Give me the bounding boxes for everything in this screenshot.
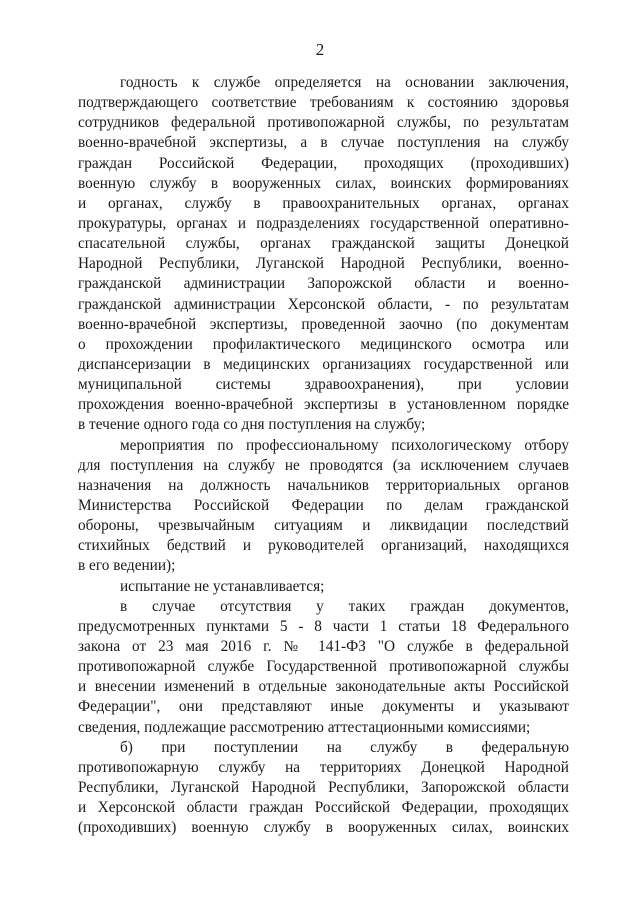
text-line: прокуратуры, органах и подразделениях государственной оперативно-	[78, 214, 569, 232]
text-line: обороны, чрезвычайным ситуациям и ликвидации последствий	[78, 517, 569, 535]
text-line: Республики, Луганской Народной Республики, Запорожской области	[78, 778, 569, 796]
text-line: о прохождении профилактического медицинского осмотра или	[78, 335, 569, 353]
text-line: диспансеризации в медицинских организациях государственной или	[78, 355, 569, 373]
text-line: гражданской администрации Запорожской области и военно-	[78, 275, 569, 293]
text-line: (проходивших) военную службу в вооруженных силах, воинских	[78, 819, 569, 837]
text-line: годность к службе определяется на основании заключения,	[120, 74, 569, 91]
text-line: муниципальной системы здравоохранения), при условии	[78, 376, 569, 394]
text-line: прохождения военно-врачебной экспертизы в установленном порядке	[78, 396, 569, 414]
text-line: в случае отсутствия у таких граждан документов,	[120, 597, 569, 615]
text-line: мероприятия по профессиональному психологическому отбору	[120, 436, 569, 454]
text-line: военно-врачебной экспертизы, проведенной заочно (по документам	[78, 315, 569, 333]
text-line: стихийных бедствий и руководителей организаций, находящихся	[78, 537, 569, 555]
text-line: гражданской администрации Херсонской области, - по результатам	[78, 295, 569, 313]
text-line: и органах, службу в правоохранительных органах, органах	[78, 194, 569, 212]
text-line: Федерации", они представляют иные документы и указывают	[78, 698, 569, 716]
text-line: закона от 23 мая 2016 г. № 141-ФЗ "О службе в федеральной	[78, 637, 569, 655]
text-line: военную службу в вооруженных силах, воинских формированиях	[78, 174, 569, 192]
text-line: Народной Республики, Луганской Народной Республики, военно-	[78, 255, 569, 273]
text-line: сотрудников федеральной противопожарной службы, по результатам	[78, 114, 569, 132]
text-line: противопожарную службу на территориях Донецкой Народной	[78, 758, 569, 776]
text-line: б) при поступлении на службу в федеральную	[120, 738, 569, 756]
text-line: сведения, подлежащие рассмотрению аттестационными комиссиями;	[78, 718, 531, 736]
text-line: военно-врачебной экспертизы, а в случае поступления на службу	[78, 134, 569, 152]
text-line: предусмотренных пунктами 5 - 8 части 1 статьи 18 Федерального	[78, 617, 569, 635]
text-line: назначения на должность начальников территориальных органов	[78, 476, 569, 494]
text-line: Министерства Российской Федерации по делам гражданской	[78, 496, 569, 514]
text-line: спасательной службы, органах гражданской защиты Донецкой	[78, 235, 569, 253]
text-line: и Херсонской области граждан Российской Федерации, проходящих	[78, 799, 569, 817]
text-line: и внесении изменений в отдельные законодательные акты Российской	[78, 678, 569, 696]
document-body	[78, 73, 569, 838]
text-line: подтверждающего соответствие требованиям к состоянию здоровья	[78, 94, 569, 112]
text-line: в течение одного года со дня поступления на службу;	[78, 416, 426, 434]
text-line: противопожарной службе Государственной противопожарной службы	[78, 658, 569, 676]
text-line: граждан Российской Федерации, проходящих (проходивших)	[78, 154, 569, 172]
text-line: для поступления на службу не проводятся (за исключением случаев	[78, 456, 569, 474]
text-line: в его ведении);	[78, 557, 176, 575]
page-number: 2	[315, 40, 325, 59]
text-line: испытание не устанавливается;	[120, 577, 325, 595]
